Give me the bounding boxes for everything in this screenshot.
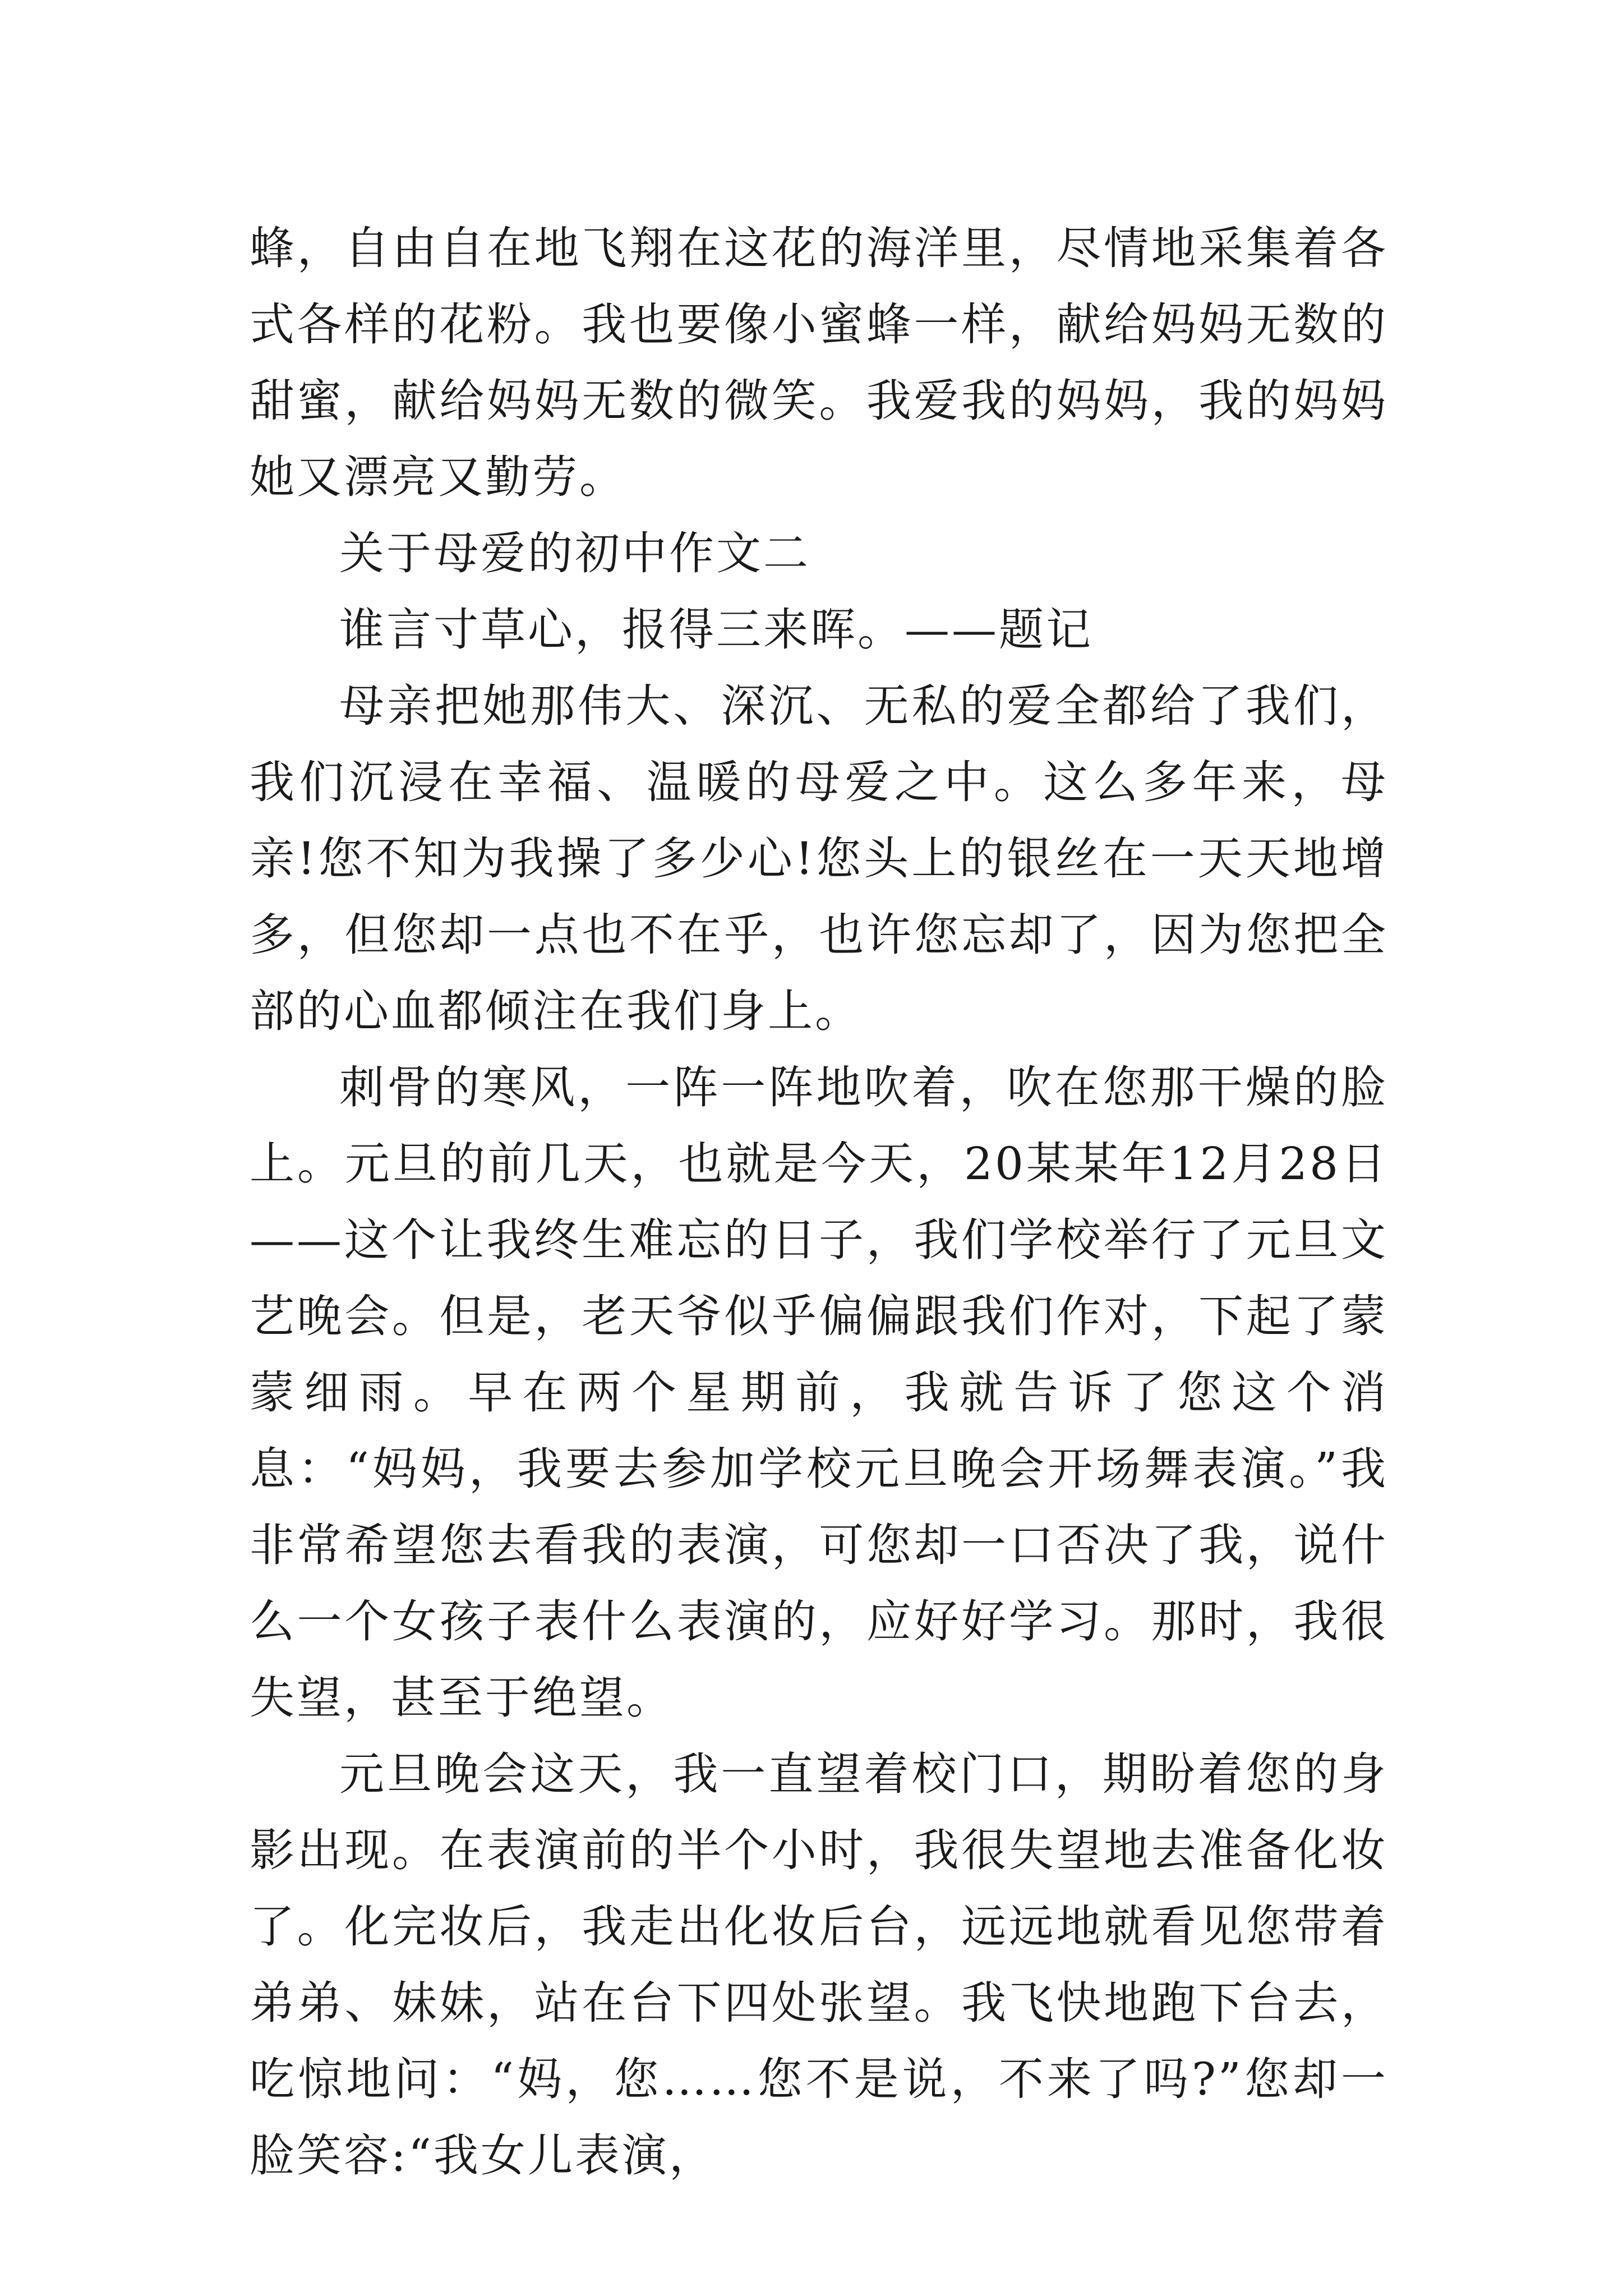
paragraph: 刺骨的寒风，一阵一阵地吹着，吹在您那干燥的脸上。元旦的前几天，也就是今天，20某某年12月28日——这个让我终生难忘的日子，我们学校举行了元旦文艺晚会。但是，老天爷似乎偏偏跟我们作对，下起了蒙蒙细雨。早在两个星期前，我就告诉了您这个消息：“妈妈，我要去参加学校元旦晚会开场舞表演。”我非常希望您去看我的表演，可您却一口否决了我，说什么一个女孩子表什么表演的，应好好学习。那时，我很失望，甚至于绝望。 (250, 1061, 1388, 1724)
paragraph-continued: 蜂，自由自在地飞翔在这花的海洋里，尽情地采集着各式各样的花粉。我也要像小蜜蜂一样，献给妈妈无数的甜蜜，献给妈妈无数的微笑。我爱我的妈妈，我的妈妈她又漂亮又勤劳。 (250, 222, 1388, 503)
epigraph: 谁言寸草心，报得三来晖。——题记 (339, 604, 1093, 656)
essay-title: 关于母爱的初中作文二 (339, 527, 810, 579)
paragraph: 母亲把她那伟大、深沉、无私的爱全都给了我们，我们沉浸在幸福、温暖的母爱之中。这么多年来，母亲!您不知为我操了多少心!您头上的银丝在一天天地增多，但您却一点也不在乎，也许您忘却了，因为您把全部的心血都倾注在我们身上。 (250, 680, 1388, 1037)
paragraph: 元旦晚会这天，我一直望着校门口，期盼着您的身影出现。在表演前的半个小时，我很失望地去准备化妆了。化完妆后，我走出化妆后台，远远地就看见您带着弟弟、妹妹，站在台下四处张望。我飞快地跑下台去，吃惊地问：“妈，您……您不是说，不来了吗?”您却一脸笑容:“我女儿表演， (250, 1748, 1388, 2182)
body-text (250, 210, 1388, 2194)
